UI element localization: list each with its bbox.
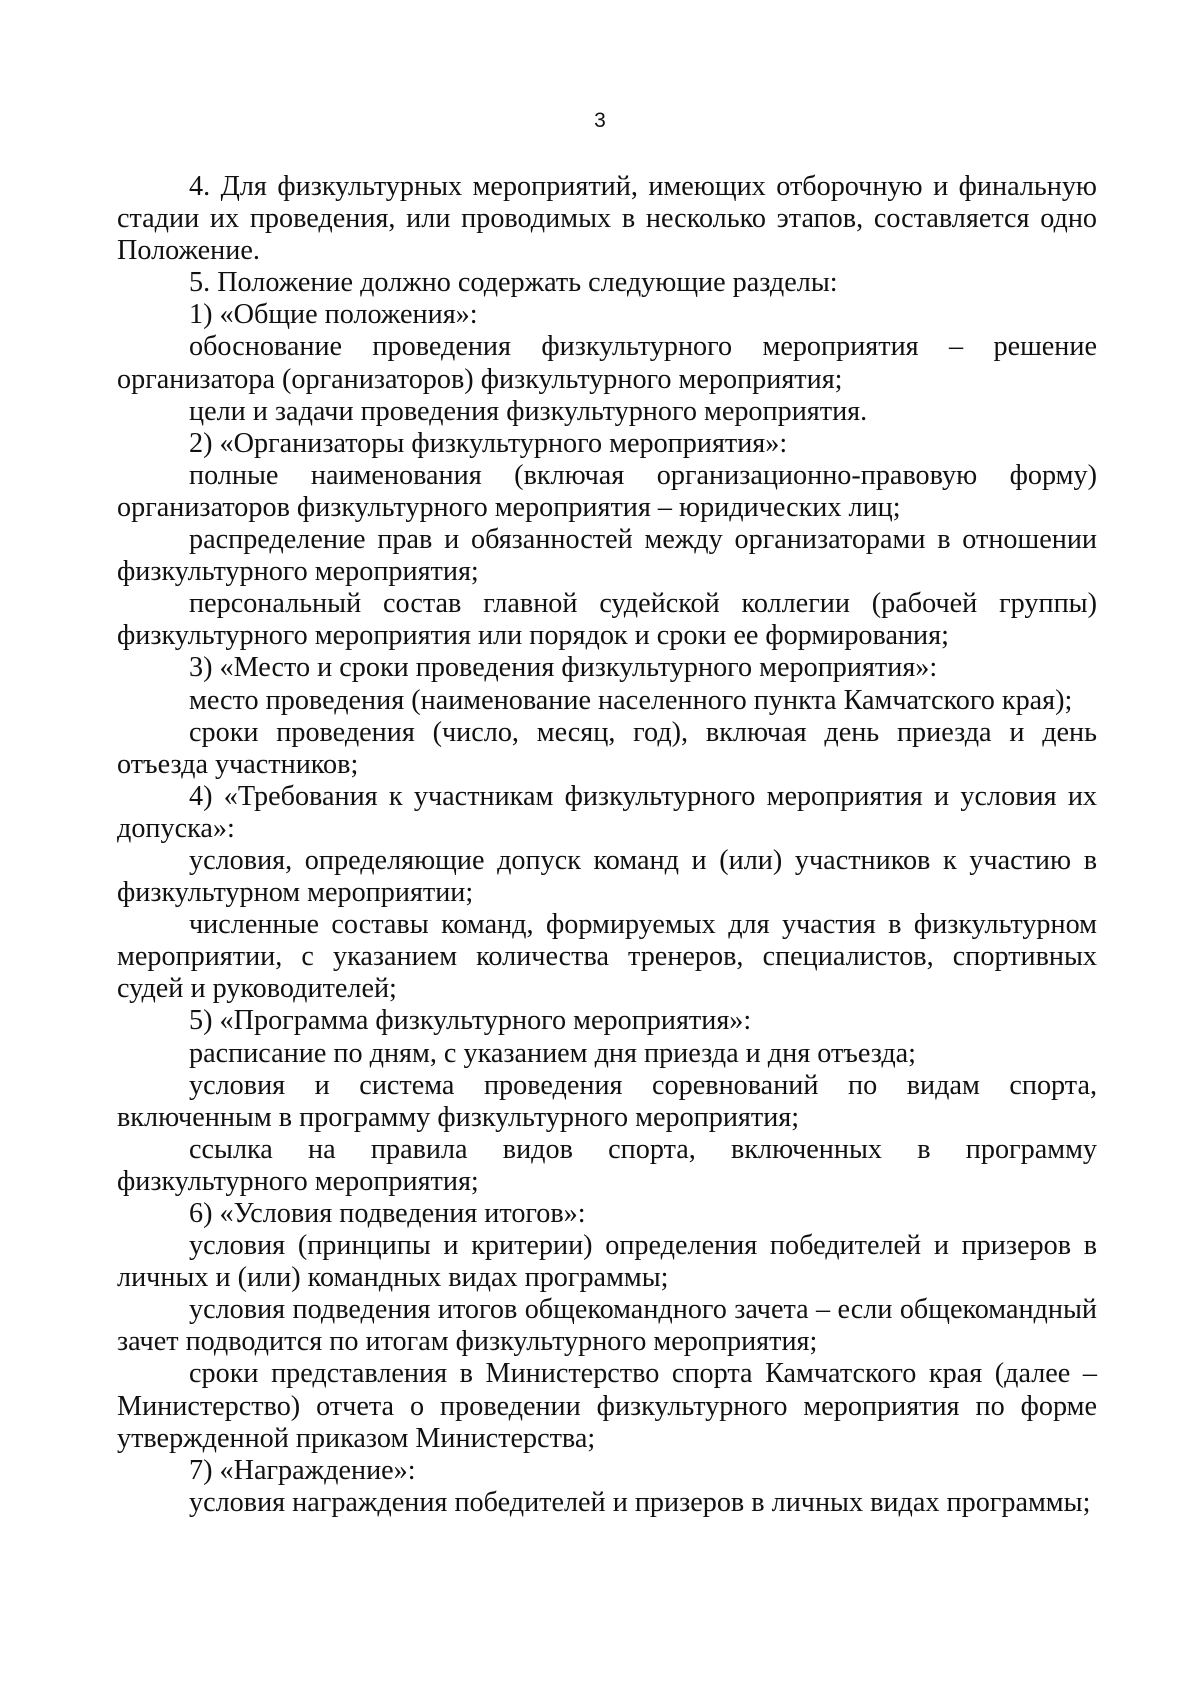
page-number: 3 [594,109,606,132]
section-6-heading: 6) «Условия подведения итогов»: [189,1198,586,1229]
document-body [117,171,1097,1519]
section-5-item: расписание по дням, с указанием дня приезда и дня отъезда; [189,1037,916,1069]
section-5-heading: 5) «Программа физкультурного мероприятия»: [189,1005,752,1037]
section-5-item: условия и система проведения соревнований по видам спорта, включенным в программу физкультурного мероприятия; [117,1069,1097,1133]
paragraph-item-5: 5. Положение должно содержать следующие разделы: [189,267,838,299]
section-2-heading: 2) «Организаторы физкультурного мероприятия»: [189,427,788,459]
section-5-item: ссылка на правила видов спорта, включенных в программу физкультурного мероприятия; [117,1133,1097,1197]
section-3-item: сроки проведения (число, месяц, год), включая день приезда и день отъезда участников; [117,716,1097,780]
section-3-heading: 3) «Место и сроки проведения физкультурного мероприятия»: [189,652,938,684]
section-4-item: условия, определяющие допуск команд и (или) участников к участию в физкультурном мероприятии; [117,844,1097,909]
section-3-item: место проведения (наименование населенного пункта Камчатского края); [189,684,1073,716]
section-2-item: полные наименования (включая организационно-правовую форму) организаторов физкультурного мероприятия – юридических лиц; [117,459,1097,523]
section-2-item: персональный состав главной судейской коллегии (рабочей группы) физкультурного мероприятия или порядок и сроки ее формирования; [117,588,1097,652]
section-4-item: численные составы команд, формируемых для участия в физкультурном мероприятии, с указанием количества тренеров, специалистов, спортивных судей и руководителей; [117,909,1097,1005]
section-2-item: распределение прав и обязанностей между организаторами в отношении физкультурного мероприятия; [117,524,1097,588]
section-1-heading: 1) «Общие положения»: [189,299,478,331]
section-6-item: условия подведения итогов общекомандного зачета – если общекомандный зачет подводится по итогам физкультурного мероприятия; [117,1294,1097,1358]
section-6-item: сроки представления в Министерство спорта Камчатского края (далее – Министерство) отчета о проведении физкультурного мероприятия по форме утвержденной приказом Министерства; [117,1358,1097,1454]
paragraph-item-4: 4. Для физкультурных мероприятий, имеющих отборочную и финальную стадии их проведения, или проводимых в несколько этапов, составляется одно Положение. [117,171,1097,267]
section-6-item: условия (принципы и критерии) определения победителей и призеров в личных и (или) командных видах программы; [117,1230,1097,1294]
section-4-heading: 4) «Требования к участникам физкультурного мероприятия и условия их допуска»: [117,780,1097,844]
section-1-item: обоснование проведения физкультурного мероприятия – решение организатора (организаторов) физкультурного мероприятия; [117,331,1097,395]
section-1-item: цели и задачи проведения физкультурного мероприятия. [189,395,868,427]
section-7-item: условия награждения победителей и призеров в личных видах программы; [189,1486,1091,1518]
section-7-heading: 7) «Награждение»: [189,1454,416,1486]
